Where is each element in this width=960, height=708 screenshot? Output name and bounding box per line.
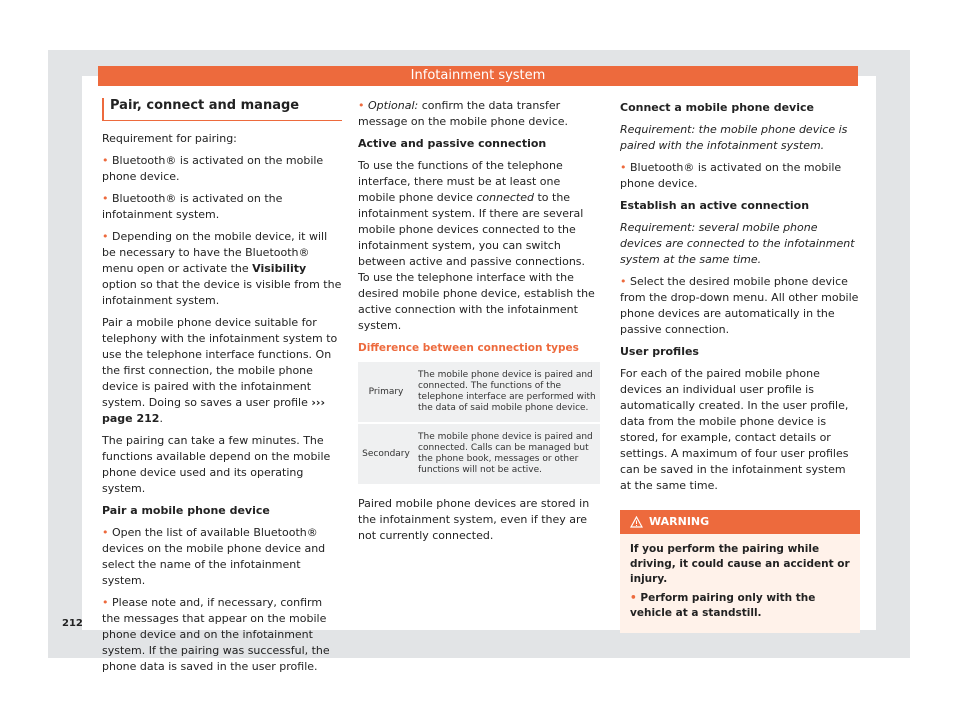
bullet-icon: • bbox=[102, 596, 112, 609]
table-cell-type: Primary bbox=[368, 386, 404, 397]
warning-body bbox=[620, 534, 860, 633]
warning-bullet: • Perform pairing only with the vehicle at a standstill. bbox=[630, 592, 816, 619]
body-paragraph: Paired mobile phone devices are stored in the infotainment system, even if they are not currently connected. bbox=[358, 497, 590, 542]
requirement-text: Requirement: the mobile phone device is paired with the infotainment system. bbox=[620, 123, 848, 152]
subheading: Pair a mobile phone device bbox=[102, 504, 270, 517]
warning-triangle-icon bbox=[630, 516, 643, 528]
step-item: • Open the list of available Bluetooth® devices on the mobile phone device and select the name of the infotainment system. bbox=[102, 526, 326, 587]
body-paragraph: For each of the paired mobile phone devices an individual user profile is automatically created. In the user profile, data from the mobile phone device is stored, for example, contact details or settings. A maximum of four user profiles can be saved in the infotainment system at the same time. bbox=[620, 367, 849, 492]
requirement-text: Requirement: several mobile phone devices are connected to the infotainment system at the same time. bbox=[620, 221, 855, 266]
chapter-title: Infotainment system bbox=[410, 68, 546, 83]
requirement-intro: Requirement for pairing: bbox=[102, 132, 237, 145]
bullet-icon: • bbox=[102, 526, 112, 539]
subheading: Active and passive connection bbox=[358, 137, 547, 150]
bullet-icon: • bbox=[630, 592, 641, 604]
bullet-icon: • bbox=[102, 192, 112, 205]
connection-types-table bbox=[358, 362, 600, 484]
table-title: Difference between connection types bbox=[358, 342, 579, 354]
bullet-icon: • bbox=[102, 230, 112, 243]
bullet-icon: • bbox=[102, 154, 112, 167]
column-left bbox=[102, 98, 342, 681]
bullet-icon: • bbox=[620, 161, 630, 174]
requirement-item: • Bluetooth® is activated on the infotainment system. bbox=[102, 192, 283, 221]
warning-text: If you perform the pairing while driving, it could cause an accident or injury. bbox=[630, 543, 850, 585]
table-cell-type: Secondary bbox=[358, 423, 414, 484]
chapter-header bbox=[98, 66, 858, 86]
step-item: • Select the desired mobile phone device from the drop-down menu. All other mobile phone devices are automatically in the passive connection. bbox=[620, 275, 859, 336]
step-item: • Bluetooth® is activated on the mobile phone device. bbox=[620, 161, 842, 190]
body-paragraph: Pair a mobile phone device suitable for telephony with the infotainment system to use the telephone interface functions. On the first connection, the mobile phone device is paired with the infotainment system. Doing so saves a user profile ››› page 212. bbox=[102, 316, 338, 425]
page-number: 212 bbox=[62, 618, 83, 629]
step-item: • Optional: confirm the data transfer message on the mobile phone device. bbox=[358, 99, 569, 128]
table-cell-desc: The mobile phone device is paired and connected. The functions of the telephone interface are performed with the data of said mobile phone device. bbox=[418, 370, 596, 413]
body-paragraph: To use the functions of the telephone interface, there must be at least one mobile phone device connected to the infotainment system. If there are several mobile phone devices connected to the infotainment system, you can switch between active and passive connections. To use the telephone interface with the desired mobile phone device, establish the active connection with the infotainment system. bbox=[358, 159, 595, 332]
column-middle bbox=[358, 98, 600, 550]
step-item: • Please note and, if necessary, confirm the messages that appear on the mobile phone device and on the infotainment system. If the pairing was successful, the phone data is saved in the user profile. bbox=[102, 596, 330, 673]
table-row bbox=[358, 362, 600, 423]
column-right bbox=[620, 98, 860, 633]
visibility-term: Visibility bbox=[252, 262, 307, 275]
subheading: Establish an active connection bbox=[620, 199, 810, 212]
warning-header bbox=[620, 510, 860, 534]
page-reference-link[interactable]: ››› page 212 bbox=[102, 396, 325, 425]
requirement-item: • Bluetooth® is activated on the mobile phone device. bbox=[102, 154, 324, 183]
body-paragraph: The pairing can take a few minutes. The functions available depend on the mobile phone device used and its operating system. bbox=[102, 434, 331, 495]
section-title: Pair, connect and manage bbox=[102, 98, 342, 121]
warning-title: WARNING bbox=[649, 515, 710, 528]
requirement-item: • Depending on the mobile device, it will be necessary to have the Bluetooth® menu open or activate the Visibility option so that the device is visible from the infotainment system. bbox=[102, 230, 342, 307]
subheading: User profiles bbox=[620, 345, 699, 358]
subheading: Connect a mobile phone device bbox=[620, 101, 814, 114]
warning-box bbox=[620, 510, 860, 633]
bullet-icon: • bbox=[358, 99, 368, 112]
bullet-icon: • bbox=[620, 275, 630, 288]
table-row bbox=[358, 423, 600, 484]
table-cell-desc: The mobile phone device is paired and connected. Calls can be managed but the phone book, messages or other functions will not be active. bbox=[414, 423, 600, 484]
